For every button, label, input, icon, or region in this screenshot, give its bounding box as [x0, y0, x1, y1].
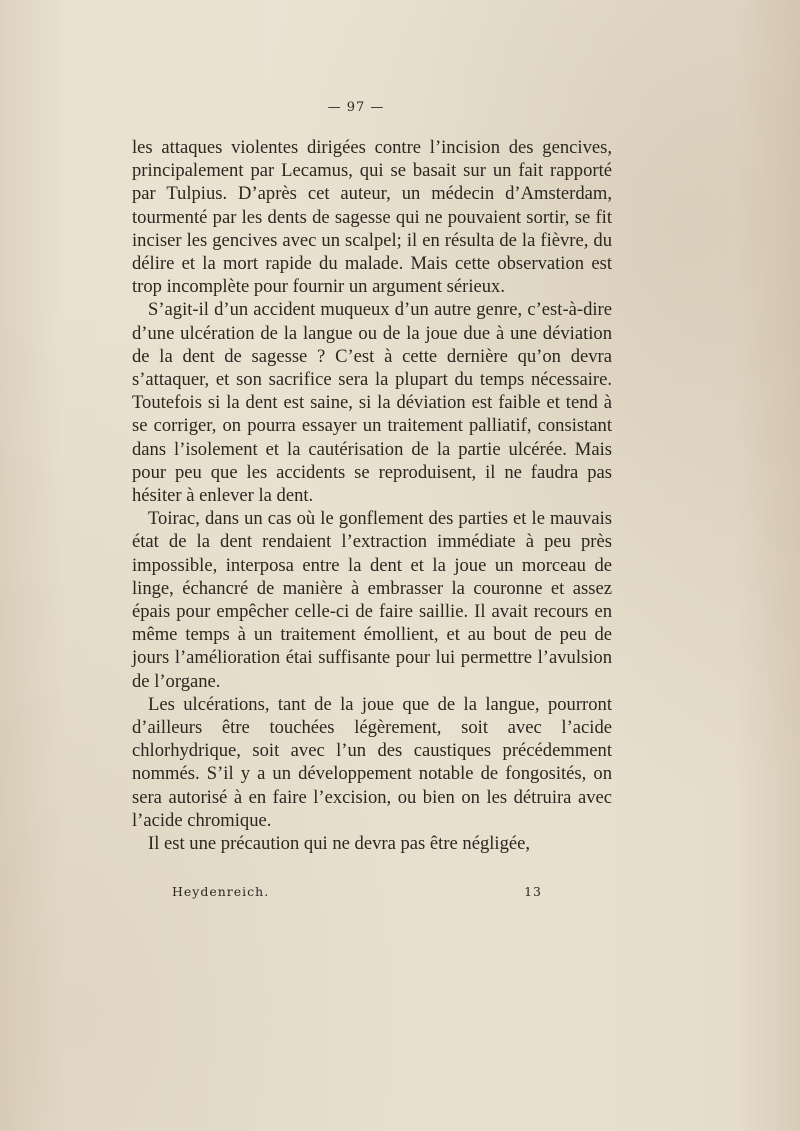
body-text [132, 136, 612, 855]
paragraph-2: S’agit-il d’un accident muqueux d’un autre genre, c’est-à-dire d’une ulcération de la langue ou de la joue due à une déviation de la dent de sagesse ? C’est à cette dernière qu’on devra s’attaquer, et son sacrifice sera la plupart du temps nécessaire. Toutefois si la dent est saine, si la déviation est faible et tend à se corriger, on pourra essayer un traitement palliatif, consistant dans l’isolement et la cautérisation de la partie ulcérée. Mais pour peu que les accidents se reproduisent, il ne faudra pas hésiter à enlever la dent. [132, 299, 612, 507]
page-number: — 97 — [327, 100, 385, 115]
signature-mark: Heydenreich. [172, 884, 270, 899]
paragraph-1: les attaques violentes dirigées contre l’incision des gencives, principalement par Lecamus, qui se basait sur un fait rapporté par Tulpius. D’après cet auteur, un médecin d’Amsterdam, tourmenté par les dents de sagesse qui ne pouvaient sortir, se fit inciser les gencives avec un scalpel; il en résulta de la fièvre, du délire et la mort rapide du malade. Mais cette observation est trop incomplète pour fournir un argument sérieux. [132, 137, 612, 298]
paragraph-3: Toirac, dans un cas où le gonflement des parties et le mauvais état de la dent rendaient l’extraction immédiate à peu près impossible, interposa entre la dent et la joue un morceau de linge, échancré de manière à embrasser la couronne et assez épais pour empêcher celle-ci de faire saillie. Il avait recours en même temps à un traitement émollient, et au bout de peu de jours l’amélioration étai suffisante pour lui permettre l’avulsion de l’organe. [132, 508, 612, 692]
paragraph-5: Il est une précaution qui ne devra pas être négligée, [148, 833, 531, 855]
sheet-number: 13 [524, 884, 542, 899]
paragraph-4: Les ulcérations, tant de la joue que de la langue, pourront d’ailleurs être touchées légèrement, soit avec l’acide chlorhydrique, soit avec l’un des caustiques précédemment nommés. S’il y a un développement notable de fongosités, on sera autorisé à en faire l’excision, ou bien on les détruira avec l’acide chromique. [132, 693, 612, 831]
